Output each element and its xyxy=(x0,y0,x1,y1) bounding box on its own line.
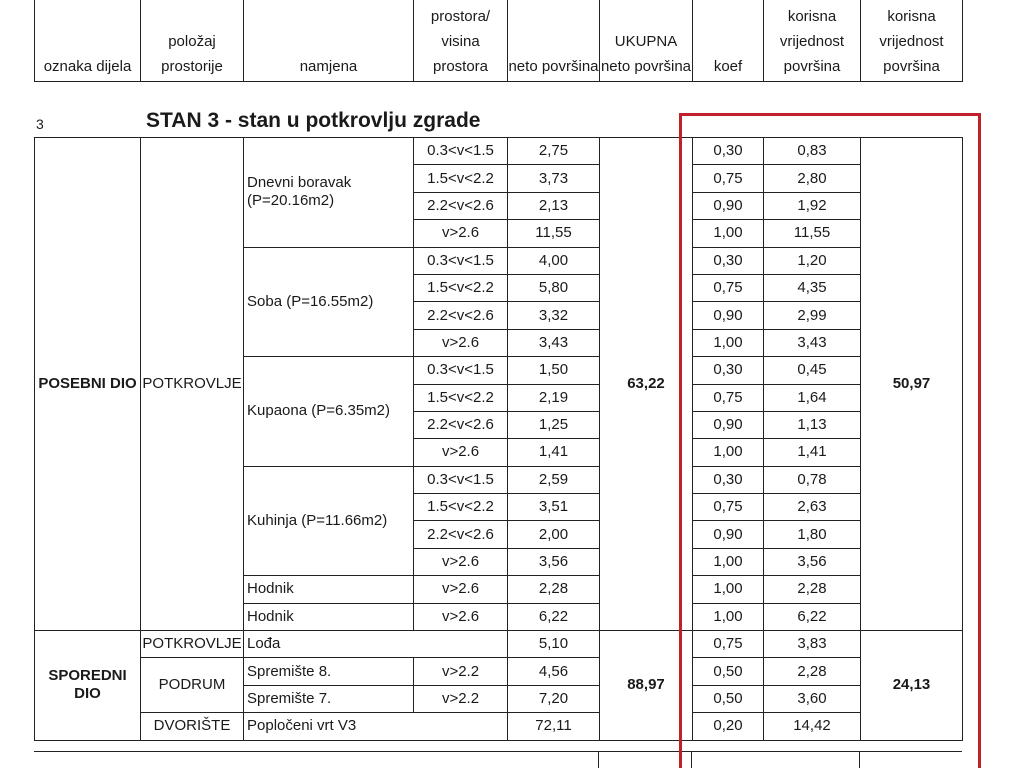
height-range: 0.3<v<1.5 xyxy=(414,138,508,165)
header-neto-povrsina: neto površina xyxy=(508,0,600,82)
coefficient: 0,75 xyxy=(693,165,764,192)
area-table xyxy=(34,137,963,741)
room-name: Popločeni vrt V3 xyxy=(244,713,508,740)
posebni-position: POTKROVLJE xyxy=(141,138,244,631)
height-range: 1.5<v<2.2 xyxy=(414,274,508,301)
height-range: v>2.2 xyxy=(414,658,508,685)
useful-area: 14,42 xyxy=(764,713,861,740)
height-range: v>2.6 xyxy=(414,603,508,630)
net-area: 2,13 xyxy=(508,192,600,219)
room-name: Hodnik xyxy=(244,603,414,630)
coefficient: 0,50 xyxy=(693,685,764,712)
height-range: 1.5<v<2.2 xyxy=(414,384,508,411)
useful-area: 1,41 xyxy=(764,439,861,466)
room-name: Kupaona (P=6.35m2) xyxy=(244,357,414,467)
coefficient: 0,30 xyxy=(693,466,764,493)
header-polozaj-prostorije: položaj prostorije xyxy=(141,0,244,82)
height-range: 2.2<v<2.6 xyxy=(414,192,508,219)
room-name: Soba (P=16.55m2) xyxy=(244,247,414,357)
useful-area: 2,28 xyxy=(764,658,861,685)
net-area: 4,56 xyxy=(508,658,600,685)
sporedni-position: DVORIŠTE xyxy=(141,713,244,740)
height-range: v>2.2 xyxy=(414,685,508,712)
header-namjena: namjena xyxy=(244,0,414,82)
useful-area: 1,92 xyxy=(764,192,861,219)
height-range: 0.3<v<1.5 xyxy=(414,247,508,274)
height-range: v>2.6 xyxy=(414,220,508,247)
sporedni-total-net: 88,97 xyxy=(600,631,693,741)
section-title: STAN 3 - stan u potkrovlju zgrade xyxy=(146,109,481,132)
useful-area: 0,78 xyxy=(764,466,861,493)
net-area: 2,19 xyxy=(508,384,600,411)
coefficient: 0,75 xyxy=(693,274,764,301)
net-area: 3,56 xyxy=(508,548,600,575)
net-area: 2,00 xyxy=(508,521,600,548)
header-ukupna-neto-povrsina: UKUPNA neto površina xyxy=(600,0,693,82)
room-name: Spremište 8. xyxy=(244,658,414,685)
useful-area: 4,35 xyxy=(764,274,861,301)
table-row xyxy=(35,631,963,658)
sporedni-total-useful: 24,13 xyxy=(861,631,963,741)
table-row xyxy=(35,658,963,685)
net-area: 3,32 xyxy=(508,302,600,329)
coefficient: 0,75 xyxy=(693,384,764,411)
coefficient: 0,30 xyxy=(693,357,764,384)
coefficient: 0,30 xyxy=(693,247,764,274)
table-row xyxy=(35,713,963,740)
useful-area: 2,99 xyxy=(764,302,861,329)
net-area: 1,50 xyxy=(508,357,600,384)
posebni-total-net: 63,22 xyxy=(600,138,693,631)
net-area: 11,55 xyxy=(508,220,600,247)
height-range: v>2.6 xyxy=(414,439,508,466)
height-range: 2.2<v<2.6 xyxy=(414,411,508,438)
header-visina-prostora: prostora/ visina prostora xyxy=(414,0,508,82)
header-oznaka-dijela: oznaka dijela xyxy=(35,0,141,82)
useful-area: 2,28 xyxy=(764,576,861,603)
posebni-total-useful: 50,97 xyxy=(861,138,963,631)
useful-area: 3,60 xyxy=(764,685,861,712)
height-range: v>2.6 xyxy=(414,329,508,356)
room-name: Hodnik xyxy=(244,576,414,603)
coefficient: 0,20 xyxy=(693,713,764,740)
column-header-table xyxy=(34,0,963,82)
coefficient: 0,75 xyxy=(693,494,764,521)
height-range: 2.2<v<2.6 xyxy=(414,521,508,548)
net-area: 3,51 xyxy=(508,494,600,521)
useful-area: 0,83 xyxy=(764,138,861,165)
coefficient: 0,50 xyxy=(693,658,764,685)
coefficient: 1,00 xyxy=(693,576,764,603)
net-area: 4,00 xyxy=(508,247,600,274)
height-range: v>2.6 xyxy=(414,576,508,603)
coefficient: 1,00 xyxy=(693,603,764,630)
next-table-row-edge xyxy=(34,751,962,768)
room-name: Kuhinja (P=11.66m2) xyxy=(244,466,414,576)
room-name: Lođa xyxy=(244,631,508,658)
useful-area: 0,45 xyxy=(764,357,861,384)
useful-area: 11,55 xyxy=(764,220,861,247)
net-area: 2,59 xyxy=(508,466,600,493)
net-area: 7,20 xyxy=(508,685,600,712)
net-area: 3,73 xyxy=(508,165,600,192)
room-name: Spremište 7. xyxy=(244,685,414,712)
useful-area: 2,63 xyxy=(764,494,861,521)
coefficient: 0,90 xyxy=(693,521,764,548)
table-row xyxy=(35,138,963,165)
height-range: 0.3<v<1.5 xyxy=(414,357,508,384)
useful-area: 1,80 xyxy=(764,521,861,548)
header-korisna-vrijednost-ukupno: korisna vrijednost površina xyxy=(861,0,963,82)
useful-area: 3,43 xyxy=(764,329,861,356)
height-range: 0.3<v<1.5 xyxy=(414,466,508,493)
header-korisna-vrijednost: korisna vrijednost površina xyxy=(764,0,861,82)
sporedni-dio-label: SPOREDNI DIO xyxy=(35,631,141,741)
height-range: v>2.6 xyxy=(414,548,508,575)
useful-area: 1,64 xyxy=(764,384,861,411)
net-area: 72,11 xyxy=(508,713,600,740)
net-area: 1,41 xyxy=(508,439,600,466)
room-name: Dnevni boravak (P=20.16m2) xyxy=(244,138,414,248)
height-range: 1.5<v<2.2 xyxy=(414,494,508,521)
useful-area: 3,83 xyxy=(764,631,861,658)
useful-area: 3,56 xyxy=(764,548,861,575)
useful-area: 1,20 xyxy=(764,247,861,274)
coefficient: 0,90 xyxy=(693,192,764,219)
coefficient: 1,00 xyxy=(693,329,764,356)
net-area: 5,10 xyxy=(508,631,600,658)
coefficient: 1,00 xyxy=(693,220,764,247)
coefficient: 0,90 xyxy=(693,302,764,329)
posebni-dio-label: POSEBNI DIO xyxy=(35,138,141,631)
coefficient: 0,30 xyxy=(693,138,764,165)
net-area: 6,22 xyxy=(508,603,600,630)
section-number: 3 xyxy=(36,116,44,132)
net-area: 2,28 xyxy=(508,576,600,603)
net-area: 5,80 xyxy=(508,274,600,301)
coefficient: 0,75 xyxy=(693,631,764,658)
net-area: 2,75 xyxy=(508,138,600,165)
header-koef: koef xyxy=(693,0,764,82)
height-range: 1.5<v<2.2 xyxy=(414,165,508,192)
sporedni-position: PODRUM xyxy=(141,658,244,713)
coefficient: 1,00 xyxy=(693,439,764,466)
coefficient: 0,90 xyxy=(693,411,764,438)
useful-area: 2,80 xyxy=(764,165,861,192)
net-area: 1,25 xyxy=(508,411,600,438)
useful-area: 1,13 xyxy=(764,411,861,438)
height-range: 2.2<v<2.6 xyxy=(414,302,508,329)
sporedni-position: POTKROVLJE xyxy=(141,631,244,658)
coefficient: 1,00 xyxy=(693,548,764,575)
net-area: 3,43 xyxy=(508,329,600,356)
useful-area: 6,22 xyxy=(764,603,861,630)
